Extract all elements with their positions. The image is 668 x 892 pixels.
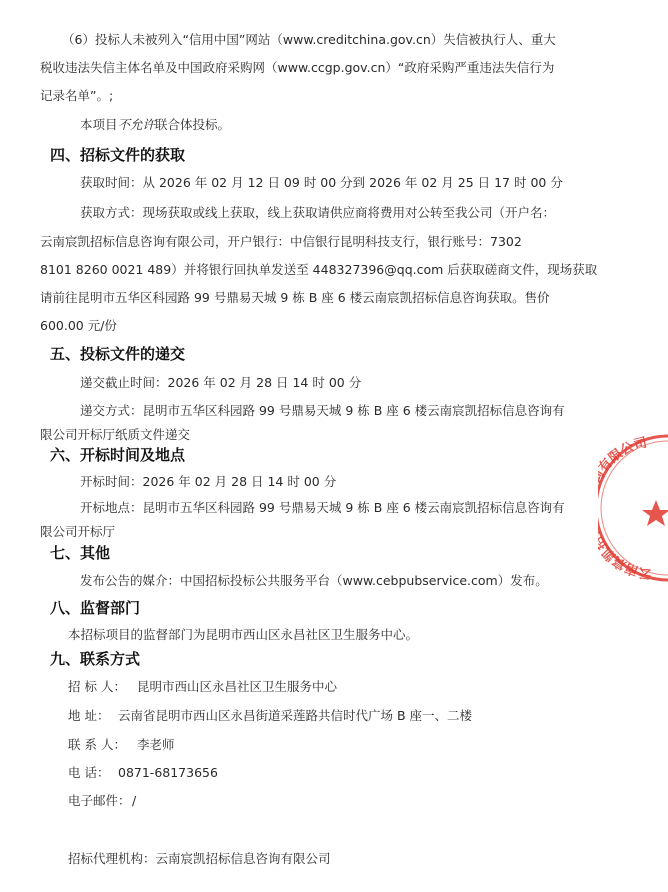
submit-method-line-1: 递交方式：昆明市五华区科园路 99 号鼎易天城 9 栋 B 座 6 楼云南宸凯招标信息咨询有 xyxy=(80,403,565,418)
consortium-note xyxy=(80,117,230,133)
acquire-method-line-2: 云南宸凯招标信息咨询有限公司，开户银行：中信银行昆明科技支行，银行账号：7302 xyxy=(40,234,522,249)
seal-graphic xyxy=(598,430,668,600)
contact-phone xyxy=(68,765,218,781)
condition-6-line-2: 税收违法失信主体名单及中国政府采购网（www.ccgp.gov.cn）“政府采购严重违法失信行为 xyxy=(40,60,555,75)
address-label: 地 址： xyxy=(68,708,110,723)
consortium-note-prefix: 本项目 xyxy=(80,117,118,132)
tenderer-label: 招 标 人： xyxy=(68,679,126,694)
acquire-method-line-5: 600.00 元/份 xyxy=(40,318,117,333)
seal-star-icon xyxy=(642,500,668,526)
acquire-time: 获取时间：从 2026 年 02 月 12 日 09 时 00 分到 2026 年 02 月 25 日 17 时 00 分 xyxy=(80,175,563,190)
contact-person xyxy=(68,737,175,753)
section-5-heading: 五、投标文件的递交 xyxy=(50,345,186,363)
seal-text-path: 云南宸凯 限公司 xyxy=(599,435,653,582)
supervisor-text: 本招标项目的监督部门为昆明市西山区永昌社区卫生服务中心。 xyxy=(68,627,419,642)
phone-value: 0871-68173656 xyxy=(118,765,218,780)
opening-place-line-2: 限公司开标厅 xyxy=(40,524,116,539)
contact-tenderer xyxy=(68,679,337,695)
submit-method-line-2: 限公司开标厅纸质文件递交 xyxy=(40,427,191,442)
acquire-method-line-4: 请前往昆明市五华区科园路 99 号鼎易天城 9 栋 B 座 6 楼云南宸凯招标信息咨询获取。售价 xyxy=(40,290,550,305)
contact-address xyxy=(68,708,472,724)
agency-label: 招标代理机构： xyxy=(68,851,156,866)
acquire-method-line-3: 8101 8260 0021 489）并将银行回执单发送至 448327396@qq.com 后获取磋商文件，现场获取 xyxy=(40,262,598,277)
address-value: 云南省昆明市西山区永昌街道采莲路共信时代广场 B 座一、二楼 xyxy=(118,708,473,723)
seal-text xyxy=(598,435,653,582)
contact-label: 联 系 人： xyxy=(68,737,126,752)
contact-email xyxy=(68,793,136,809)
section-9-heading: 九、联系方式 xyxy=(50,650,141,668)
opening-place-line-1: 开标地点：昆明市五华区科园路 99 号鼎易天城 9 栋 B 座 6 楼云南宸凯招标信息咨询有 xyxy=(80,500,565,515)
publish-media: 发布公告的媒介：中国招标投标公共服务平台（www.cebpubservice.com）发布。 xyxy=(80,573,548,588)
section-6-heading: 六、开标时间及地点 xyxy=(50,446,186,464)
tenderer-value: 昆明市西山区永昌社区卫生服务中心 xyxy=(137,679,338,694)
contact-agency xyxy=(68,851,331,867)
consortium-note-emphasis: 不允许 xyxy=(117,117,156,132)
contact-value: 李老师 xyxy=(137,737,175,752)
section-8-heading: 八、监督部门 xyxy=(50,599,141,617)
section-4-heading: 四、招标文件的获取 xyxy=(50,146,186,164)
consortium-note-suffix: 联合体投标。 xyxy=(155,117,231,132)
submit-deadline: 递交截止时间：2026 年 02 月 28 日 14 时 00 分 xyxy=(80,375,362,390)
condition-6-line-3: 记录名单”。; xyxy=(40,88,114,103)
company-seal xyxy=(598,430,668,600)
acquire-method-line-1: 获取方式：现场获取或线上获取，线上获取请供应商将费用对公转至我公司（开户名： xyxy=(80,205,556,220)
phone-label: 电 话： xyxy=(68,765,110,780)
condition-6-line-1: （6）投标人未被列入“信用中国”网站（www.creditchina.gov.cn）失信被执行人、重大 xyxy=(62,32,556,47)
email-value: / xyxy=(132,793,137,808)
opening-time: 开标时间：2026 年 02 月 28 日 14 时 00 分 xyxy=(80,474,337,489)
agency-value: 云南宸凯招标信息咨询有限公司 xyxy=(155,851,331,866)
email-label: 电子邮件： xyxy=(68,793,131,808)
section-7-heading: 七、其他 xyxy=(50,544,111,562)
